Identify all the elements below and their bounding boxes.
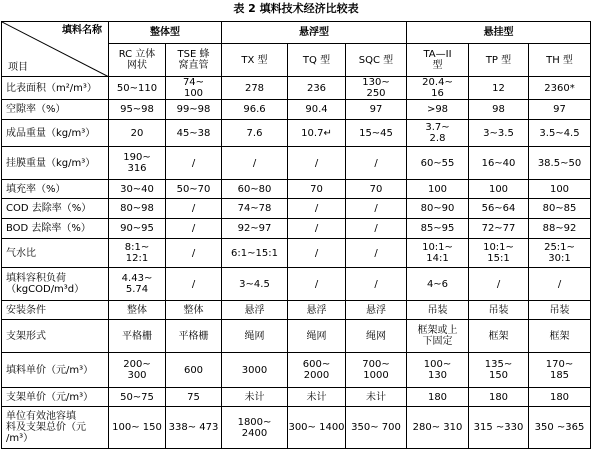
row-label: 比表面积（m²/m³）	[2, 77, 109, 100]
table-row	[2, 120, 591, 147]
table-cell: 整体	[166, 301, 222, 320]
group-header: 整体型	[109, 22, 222, 44]
column-header: TSE 蜂 窝直管	[166, 44, 222, 77]
row-label: 填料单价（元/m³）	[2, 353, 109, 388]
table-cell: /	[469, 268, 529, 301]
column-header: TA—II 型	[407, 44, 469, 77]
table-row	[2, 388, 591, 407]
table-cell: 框架或上 下固定	[407, 320, 469, 353]
corner-top-label: 填料名称	[62, 25, 102, 36]
table-cell: 10.7↵	[288, 120, 346, 147]
column-header: TQ 型	[288, 44, 346, 77]
table-cell: /	[346, 239, 407, 268]
row-label: 填充率（%）	[2, 180, 109, 199]
table-body	[2, 22, 591, 449]
table-title: 表 2 填料技术经济比较表	[233, 2, 359, 15]
row-label: 气水比	[2, 239, 109, 268]
table-cell: /	[288, 199, 346, 219]
table-cell: /	[288, 219, 346, 239]
table-cell: 3.5~4.5	[529, 120, 591, 147]
table-cell: 60~80	[222, 180, 288, 199]
table-cell: /	[346, 147, 407, 180]
table-cell: 悬浮	[288, 301, 346, 320]
row-label: 安装条件	[2, 301, 109, 320]
table-cell: 100	[407, 180, 469, 199]
table-cell: 278	[222, 77, 288, 100]
table-row	[2, 320, 591, 353]
table-cell: 90.4	[288, 100, 346, 120]
table-cell: 框架	[529, 320, 591, 353]
table-cell: 1800~ 2400	[222, 407, 288, 449]
table-cell: 未计	[346, 388, 407, 407]
table-cell: /	[288, 147, 346, 180]
table-cell: 75	[166, 388, 222, 407]
table-row	[2, 239, 591, 268]
table-cell: 38.5~50	[529, 147, 591, 180]
table-row	[2, 199, 591, 219]
table-cell: 80~98	[109, 199, 166, 219]
table-cell: 99~98	[166, 100, 222, 120]
table-row	[2, 353, 591, 388]
table-cell: 4~6	[407, 268, 469, 301]
table-cell: 未计	[222, 388, 288, 407]
table-cell: 180	[529, 388, 591, 407]
table-cell: 74~78	[222, 199, 288, 219]
table-cell: 97	[529, 100, 591, 120]
table-cell: 7.6	[222, 120, 288, 147]
table-cell: 2360*	[529, 77, 591, 100]
row-label: 成品重量（kg/m³）	[2, 120, 109, 147]
table-cell: 88~92	[529, 219, 591, 239]
table-cell: 95~98	[109, 100, 166, 120]
table-cell: 280~ 310	[407, 407, 469, 449]
table-cell: 30~40	[109, 180, 166, 199]
table-cell: 50~110	[109, 77, 166, 100]
table-cell: 绳网	[346, 320, 407, 353]
table-cell: 3~3.5	[469, 120, 529, 147]
table-cell: 吊装	[529, 301, 591, 320]
table-cell: 74~ 100	[166, 77, 222, 100]
table-cell: 20	[109, 120, 166, 147]
table-cell: 8:1~ 12:1	[109, 239, 166, 268]
table-cell: 96.6	[222, 100, 288, 120]
column-header: RC 立体 网状	[109, 44, 166, 77]
table-cell: 15~45	[346, 120, 407, 147]
table-cell: 16~40	[469, 147, 529, 180]
table-cell: 80~90	[407, 199, 469, 219]
table-cell: 338~ 473	[166, 407, 222, 449]
table-cell: 700~ 1000	[346, 353, 407, 388]
table-row	[2, 268, 591, 301]
table-row	[2, 100, 591, 120]
table-cell: 90~95	[109, 219, 166, 239]
table-cell: 135~ 150	[469, 353, 529, 388]
table-row	[2, 77, 591, 100]
table-cell: 236	[288, 77, 346, 100]
table-row	[2, 219, 591, 239]
table-row	[2, 147, 591, 180]
table-row	[2, 407, 591, 449]
table-cell: /	[166, 268, 222, 301]
corner-bottom-label: 项目	[8, 62, 28, 73]
table-cell: 600~ 2000	[288, 353, 346, 388]
row-label: COD 去除率（%）	[2, 199, 109, 219]
table-cell: 300~ 1400	[288, 407, 346, 449]
row-label: 填料容积负荷 （kgCOD/m³d）	[2, 268, 109, 301]
table-cell: 100	[469, 180, 529, 199]
table-cell: /	[346, 199, 407, 219]
table-cell: 3.7~ 2.8	[407, 120, 469, 147]
table-cell: 170~ 185	[529, 353, 591, 388]
comparison-table	[1, 21, 591, 449]
table-cell: 50~70	[166, 180, 222, 199]
table-cell: 60~55	[407, 147, 469, 180]
column-header: SQC 型	[346, 44, 407, 77]
table-cell: /	[529, 268, 591, 301]
group-header: 悬挂型	[407, 22, 591, 44]
table-cell: /	[222, 147, 288, 180]
table-cell: 20.4~ 16	[407, 77, 469, 100]
table-cell: 吊装	[469, 301, 529, 320]
row-label: 支架形式	[2, 320, 109, 353]
table-cell: 56~64	[469, 199, 529, 219]
table-cell: 10:1~ 14:1	[407, 239, 469, 268]
table-cell: 10:1~ 15:1	[469, 239, 529, 268]
table-cell: 12	[469, 77, 529, 100]
table-cell: 80~85	[529, 199, 591, 219]
table-cell: 97	[346, 100, 407, 120]
table-cell: 92~97	[222, 219, 288, 239]
table-cell: 3~4.5	[222, 268, 288, 301]
table-cell: 180	[469, 388, 529, 407]
table-cell: 600	[166, 353, 222, 388]
table-cell: /	[288, 268, 346, 301]
table-cell: 98	[469, 100, 529, 120]
table-row	[2, 180, 591, 199]
table-cell: 绳网	[288, 320, 346, 353]
column-header: TP 型	[469, 44, 529, 77]
table-cell: /	[166, 239, 222, 268]
table-cell: 50~75	[109, 388, 166, 407]
table-cell: 整体	[109, 301, 166, 320]
table-cell: 3000	[222, 353, 288, 388]
row-label: 单位有效池容填 料及支架总价（元 /m³）	[2, 407, 109, 449]
table-cell: /	[346, 219, 407, 239]
table-cell: 72~77	[469, 219, 529, 239]
corner-header-cell	[2, 22, 109, 77]
table-cell: 45~38	[166, 120, 222, 147]
table-cell: 悬浮	[222, 301, 288, 320]
table-cell: 85~95	[407, 219, 469, 239]
table-cell: /	[166, 219, 222, 239]
table-cell: 4.43~ 5.74	[109, 268, 166, 301]
table-cell: 100~ 150	[109, 407, 166, 449]
row-label: 支架单价（元/m³）	[2, 388, 109, 407]
table-cell: 350~ 700	[346, 407, 407, 449]
row-label: 空隙率（%）	[2, 100, 109, 120]
table-cell: 180	[407, 388, 469, 407]
column-header: TH 型	[529, 44, 591, 77]
column-header: TX 型	[222, 44, 288, 77]
table-cell: 190~ 316	[109, 147, 166, 180]
table-cell: 70	[288, 180, 346, 199]
table-cell: 平格栅	[166, 320, 222, 353]
table-row	[2, 301, 591, 320]
table-cell: 315 ~330	[469, 407, 529, 449]
table-cell: 100~ 130	[407, 353, 469, 388]
row-label: 挂膜重量（kg/m³）	[2, 147, 109, 180]
table-cell: 350 ~365	[529, 407, 591, 449]
table-cell: 130~ 250	[346, 77, 407, 100]
table-cell: >98	[407, 100, 469, 120]
group-header: 悬浮型	[222, 22, 407, 44]
table-cell: 6:1~15:1	[222, 239, 288, 268]
header-group-row	[2, 22, 591, 44]
table-cell: 绳网	[222, 320, 288, 353]
table-cell: /	[346, 268, 407, 301]
table-cell: 100	[529, 180, 591, 199]
table-cell: 框架	[469, 320, 529, 353]
table-cell: 悬浮	[346, 301, 407, 320]
table-cell: 25:1~ 30:1	[529, 239, 591, 268]
table-cell: 70	[346, 180, 407, 199]
table-cell: 未计	[288, 388, 346, 407]
table-cell: 200~ 300	[109, 353, 166, 388]
table-cell: 吊装	[407, 301, 469, 320]
table-cell: /	[166, 199, 222, 219]
row-label: BOD 去除率（%）	[2, 219, 109, 239]
table-cell: /	[166, 147, 222, 180]
table-cell: 平格栅	[109, 320, 166, 353]
table-cell: /	[288, 239, 346, 268]
